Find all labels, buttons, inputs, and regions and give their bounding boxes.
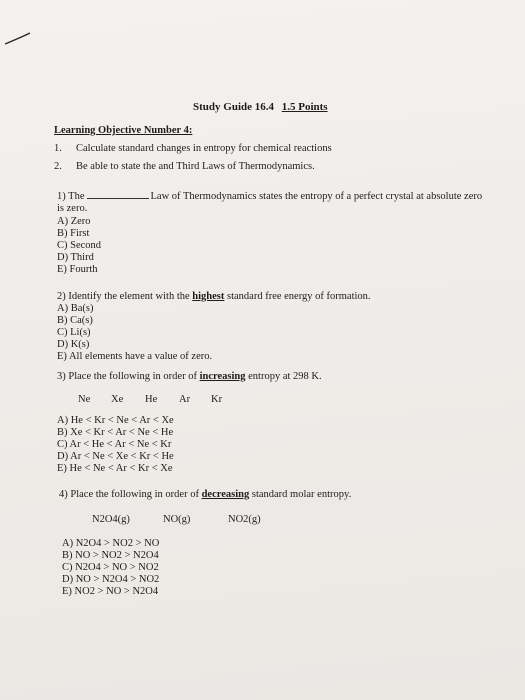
q4-choice-a: A) N2O4 > NO2 > NO [62,538,160,549]
q2-choice-c: C) Li(s) [57,327,91,338]
points-label: 1.5 Points [281,101,328,113]
q3-choice-a: A) He < Kr < Ne < Ar < Xe [57,415,174,426]
q4-stem: 4) Place the following in order of decreasing standard molar entropy. [59,489,352,500]
q4-species-2: NO(g) [163,514,191,525]
bleed-through [275,203,278,215]
q3-choice-b: B) Xe < Kr < Ar < Ne < He [57,427,174,438]
q3-choice-c: C) Ar < He < Ar < Ne < Kr [57,439,172,450]
q3-choice-d: D) Ar < Ne < Xe < Kr < He [57,451,174,462]
objective-item-2: 2. Be able to state the and Third Laws of Thermodynamics. [54,161,315,172]
q3-species-2: Xe [111,394,124,405]
q1-stem-cont: is zero. [57,203,88,214]
q3-species-3: He [145,394,158,405]
q1-blank [87,198,149,199]
q2-choice-b: B) Ca(s) [57,315,93,326]
q1-choice-b: B) First [57,228,90,239]
q4-species-3: NO2(g) [228,514,261,525]
q1-choice-d: D) Third [57,252,94,263]
q3-species-4: Ar [179,394,191,405]
q3-species-5: Kr [211,394,223,405]
q1-stem: 1) The Law of Thermodynamics states the entropy of a perfect crystal at absolute zero [57,191,483,202]
q1-choice-a: A) Zero [57,216,91,227]
q2-stem: 2) Identify the element with the highest standard free energy of formation. [57,291,371,302]
objective-heading: Learning Objective Number 4: [54,125,193,136]
q4-choice-d: D) NO > N2O4 > NO2 [62,574,160,585]
q4-choice-c: C) N2O4 > NO > NO2 [62,562,159,573]
q4-species-1: N2O4(g) [92,514,130,525]
q4-choice-e: E) NO2 > NO > N2O4 [62,586,159,597]
q1-choice-e: E) Fourth [57,264,98,275]
q3-choice-e: E) He < Ne < Ar < Kr < Xe [57,463,173,474]
q4-choice-b: B) NO > NO2 > N2O4 [62,550,159,561]
q2-choice-e: E) All elements have a value of zero. [57,351,213,362]
q2-choice-a: A) Ba(s) [57,303,94,314]
q1-choice-c: C) Second [57,240,102,251]
objective-item-1: 1. Calculate standard changes in entropy for chemical reactions [54,143,332,154]
q3-species-1: Ne [78,394,91,405]
q2-choice-d: D) K(s) [57,339,90,350]
q3-stem: 3) Place the following in order of increasing entropy at 298 K. [57,371,322,382]
page-title: Study Guide 16.4 1.5 Points [193,101,328,113]
